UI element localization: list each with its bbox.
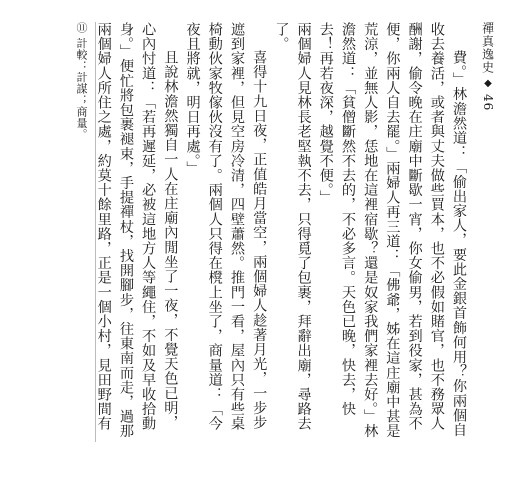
body-text: [92, 22, 470, 442]
paragraph: 喜得十九日夜，正值皓月當空，兩個婦人趁著月光，一步步遮到家裡，但見空房冷清，四壁蕭然。推門一看，屋內只有些桌椅動伙家牧傢伙沒有了。兩個人只得在櫈上坐了，商量道：「今夜且將就，明日再處。」: [184, 22, 268, 431]
paragraph: 兩個婦人見林長老堅執不去，只得覓了包裹，拜辭出廟，尋路去了。: [273, 22, 312, 431]
footnote: ⑪ 計較：計謀；商量。: [75, 22, 88, 140]
book-title: 禪真逸史: [480, 22, 495, 74]
running-head: [473, 22, 503, 112]
page-number: 46: [481, 94, 495, 112]
footnotes: [52, 22, 90, 442]
footnote-divider: [95, 22, 96, 442]
paragraph: 費。」林澹然道：「偷出家人，要此金銀首飾何用？你兩個自收去養活，或者與丈夫做些買本，也不必假如賭官，也不務眾人酬謝，偷令晚在庄廟中斷歇一宵，你女偷男，若到役家，甚為不便，你兩人自去罷。」兩婦人再三道：「佛爺，姊在這庄廟中甚是荒涼，並無人影，恁地在這裡宿歇？還是奴家我們家裡去好。」林澹然道：「貧僧斷然不去的，不必多言。天色已晚，快去，快去！再若夜深，越覺不便。」: [317, 22, 467, 439]
paragraph: 且說林澹然獨自一人在庄廟內閒坐了一夜，不覺天色已明，心內忖道：「若再遲延，必被這地方人等繩住，不如及早收拾動身。」便忙將包裹褪束，手提禪杖，找開腳步，往東南而走，過那兩個婦人所住之處，約莫十餘里路，正是一個小村，見田野間有: [95, 22, 179, 439]
diamond-ornament-icon: ◆: [482, 78, 494, 90]
